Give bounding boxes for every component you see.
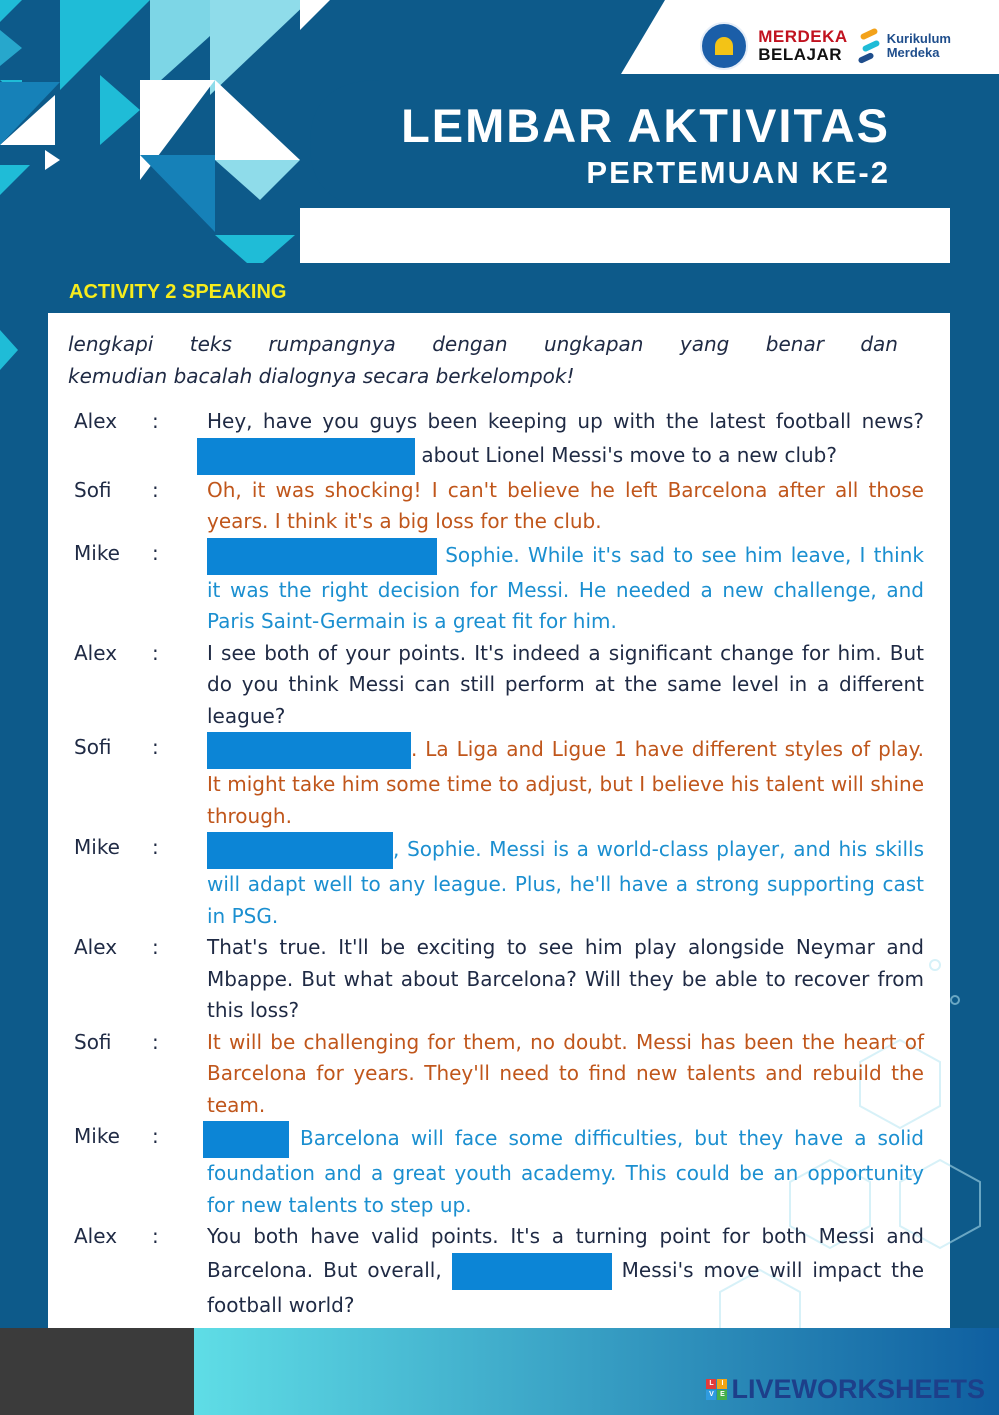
dialog-line-2 bbox=[74, 475, 924, 538]
answer-blank-5[interactable] bbox=[203, 1121, 289, 1158]
speaker-name: Sofi bbox=[74, 1029, 112, 1054]
dialog-line-1 bbox=[74, 406, 924, 475]
dialog-line-10 bbox=[74, 1221, 924, 1321]
answer-blank-4[interactable] bbox=[207, 832, 393, 869]
speaker-name: Alex bbox=[74, 1224, 118, 1248]
speaker-name: Alex bbox=[74, 640, 118, 665]
activity-title: ACTIVITY 2 SPEAKING bbox=[69, 281, 287, 303]
dialog-line-9 bbox=[74, 1121, 924, 1221]
dialog bbox=[74, 406, 924, 1321]
brand-logos bbox=[700, 22, 951, 70]
dialog-line-4 bbox=[74, 638, 924, 733]
dialog-line-7 bbox=[74, 932, 924, 1027]
line-text: I see both of your points. It's indeed a significant change for him. But do you think Messi can still perform at the same level in a different league? bbox=[207, 640, 924, 728]
colon: : bbox=[152, 835, 159, 859]
line-text: Sophie. While it's sad to see him leave, I think it was the right decision for Messi. He needed a new challenge, and Paris Saint-Germain is a great fit for him. bbox=[207, 538, 924, 638]
answer-blank-3[interactable] bbox=[207, 732, 411, 769]
dialog-line-6 bbox=[74, 832, 924, 932]
colon: : bbox=[152, 409, 159, 433]
tut-wuri-logo-icon bbox=[700, 22, 748, 70]
speaker-name: Alex bbox=[74, 409, 118, 433]
kurikulum-merdeka-logo: Kurikulum Merdeka bbox=[858, 29, 951, 63]
colon: : bbox=[152, 540, 159, 565]
answer-blank-2[interactable] bbox=[207, 538, 437, 575]
page-subtitle: PERTEMUAN KE-2 bbox=[586, 155, 890, 190]
dialog-line-5 bbox=[74, 732, 924, 832]
speaker-name: Sofi bbox=[74, 477, 112, 502]
speaker-name: Sofi bbox=[74, 735, 112, 759]
colon: : bbox=[152, 477, 159, 502]
dialog-line-8 bbox=[74, 1027, 924, 1122]
line-text: Hey, have you guys been keeping up with the latest football news? about Lionel Messi's move to a new club? bbox=[207, 406, 924, 475]
line-text: That's true. It'll be exciting to see him play alongside Neymar and Mbappe. But what about Barcelona? Will they be able to recover from this loss? bbox=[207, 935, 924, 1022]
page-title: LEMBAR AKTIVITAS bbox=[401, 99, 890, 152]
line-text: It will be challenging for them, no doubt. Messi has been the heart of Barcelona for years. They'll need to find new talents and rebuild the team. bbox=[207, 1029, 924, 1117]
colon: : bbox=[152, 1224, 159, 1248]
answer-blank-1[interactable] bbox=[197, 438, 415, 475]
colon: : bbox=[152, 1124, 159, 1148]
colon: : bbox=[152, 735, 159, 759]
line-text: You both have valid points. It's a turning point for both Messi and Barcelona. But overall, Messi's move will impact the football world? bbox=[207, 1224, 925, 1317]
line-text: . La Liga and Ligue 1 have different styles of play. It might take him some time to adjust, but I believe his talent will shine through. bbox=[207, 732, 924, 832]
speaker-name: Mike bbox=[74, 835, 120, 859]
dialog-line-3 bbox=[74, 538, 924, 638]
speaker-name: Mike bbox=[74, 540, 120, 565]
speaker-name: Mike bbox=[74, 1124, 120, 1148]
liveworksheets-icon: L I V E bbox=[706, 1379, 727, 1400]
colon: : bbox=[152, 935, 159, 959]
speaker-name: Alex bbox=[74, 935, 118, 959]
kurikulum-mark-icon bbox=[858, 29, 882, 63]
line-text: Oh, it was shocking! I can't believe he left Barcelona after all those years. I think it's a big loss for the club. bbox=[207, 477, 924, 533]
line-text: , Sophie. Messi is a world-class player, and his skills will adapt well to any league. Plus, he'll have a strong supporting cast in PSG. bbox=[207, 832, 924, 932]
merdeka-belajar-logo: MERDEKA BELAJAR bbox=[758, 27, 848, 64]
colon: : bbox=[152, 1029, 159, 1054]
instruction-text: lengkapi teks rumpangnya dengan ungkapan yang benar dan kemudian bacalah dialognya secara berkelompok! bbox=[68, 332, 898, 388]
answer-blank-6[interactable] bbox=[452, 1253, 612, 1290]
line-text: Barcelona will face some difficulties, but they have a solid foundation and a great youth academy. This could be an opportunity for new talents to step up. bbox=[207, 1121, 924, 1221]
liveworksheets-logo: L I V E LIVEWORKSHEETS bbox=[706, 1374, 985, 1405]
colon: : bbox=[152, 640, 159, 665]
